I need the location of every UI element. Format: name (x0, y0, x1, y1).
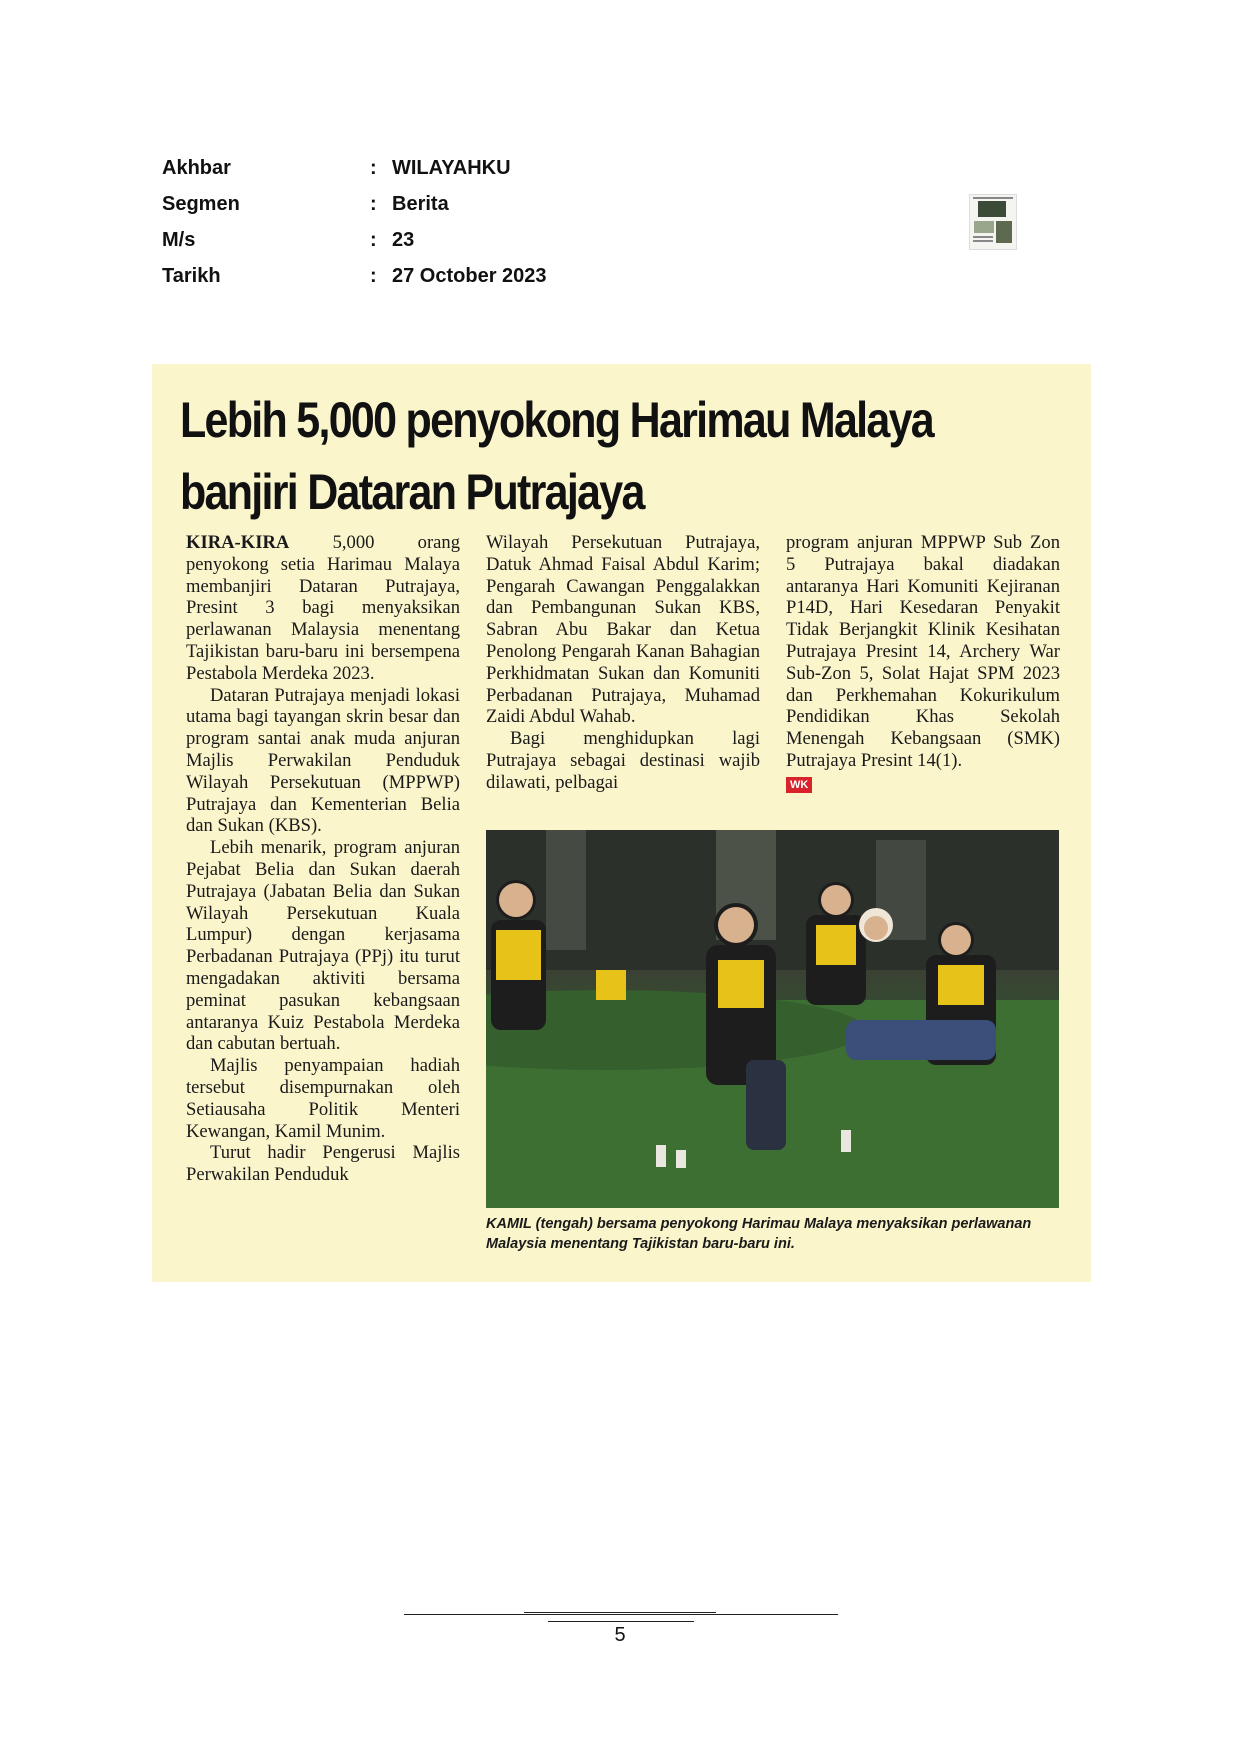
article-paragraph: Majlis penyampaian hadiah tersebut disempurnakan oleh Setiausaha Politik Menteri Kewangan, Kamil Munim. (186, 1055, 460, 1142)
article-paragraph: Bagi menghidupkan lagi Putrajaya sebagai destinasi wajib dilawati, pelbagai (486, 728, 760, 793)
meta-value: Berita (392, 192, 449, 215)
meta-label: Akhbar (162, 156, 231, 179)
clipping-metadata (162, 150, 547, 294)
article-column-3 (786, 532, 1060, 794)
article-headline: Lebih 5,000 penyokong Harimau Malaya banjiri Dataran Putrajaya (180, 392, 933, 520)
footer-rule (548, 1621, 694, 1622)
meta-colon: : (370, 192, 377, 215)
article-column-1 (186, 532, 460, 1186)
meta-value: WILAYAHKU (392, 156, 511, 179)
meta-colon: : (370, 264, 377, 287)
crowd-photo-illustration (486, 830, 1059, 1208)
meta-row-akhbar (162, 150, 547, 186)
footer-rule (524, 1612, 716, 1613)
photo-caption: KAMIL (tengah) bersama penyokong Harimau Malaya menyaksikan perlawanan Malaysia menentang Tajikistan baru-baru ini. (486, 1216, 1032, 1252)
meta-value: 27 October 2023 (392, 264, 547, 287)
page-thumbnail (969, 194, 1017, 250)
paragraph-text: 5,000 orang penyokong setia Harimau Malaya membanjiri Dataran Putrajaya, Presint 3 bagi menyaksikan perlawanan Malaysia menentang Tajikistan baru-baru ini bersempena Pestabola Merdeka 2023. (186, 532, 460, 684)
footer-rule (404, 1614, 838, 1615)
newspaper-clipping (152, 364, 1091, 1282)
meta-row-tarikh (162, 258, 547, 294)
article-paragraph: Turut hadir Pengerusi Majlis Perwakilan Penduduk (186, 1142, 460, 1186)
article-paragraph: Lebih menarik, program anjuran Pejabat Belia dan Sukan daerah Putrajaya (Jabatan Belia dan Sukan Wilayah Persekutuan Kuala Lumpur) dengan kerjasama Perbadanan Putrajaya (PPj) itu turut mengadakan aktiviti bersama peminat pasukan kebangsaan antaranya Kuiz Pestabola Merdeka dan cabutan bertuah. (186, 837, 460, 1055)
page-number: 5 (614, 1624, 626, 1646)
meta-label: M/s (162, 228, 196, 251)
wk-end-mark: WK (786, 777, 812, 793)
meta-value: 23 (392, 228, 415, 251)
article-paragraph: program anjuran MPPWP Sub Zon 5 Putrajaya bakal diadakan antaranya Hari Komuniti Kejiranan P14D, Hari Kesedaran Penyakit Tidak Berjangkit Klinik Kesihatan Putrajaya Presint 14, Archery War Sub-Zon 5, Solat Hajat SPM 2023 dan Perkhemahan Kokurikulum Pendidikan Khas Sekolah Menengah Kebangsaan (SMK) Putrajaya Presint 14(1). (786, 532, 1060, 771)
end-mark-line (786, 772, 1060, 794)
meta-colon: : (370, 156, 377, 179)
meta-row-segmen (162, 186, 547, 222)
meta-label: Tarikh (162, 264, 221, 287)
meta-colon: : (370, 228, 377, 251)
lead-word: KIRA-KIRA (186, 532, 290, 553)
meta-row-ms (162, 222, 547, 258)
article-paragraph (186, 532, 460, 685)
article-paragraph: Wilayah Persekutuan Putrajaya, Datuk Ahmad Faisal Abdul Karim; Pengarah Cawangan Penggalakkan dan Pembangunan Sukan KBS, Sabran Abu Bakar dan Ketua Penolong Pengarah Kanan Bahagian Perkhidmatan Sukan dan Komuniti Perbadanan Putrajaya, Muhamad Zaidi Abdul Wahab. (486, 532, 760, 728)
article-paragraph: Dataran Putrajaya menjadi lokasi utama bagi tayangan skrin besar dan program santai anak muda anjuran Majlis Perwakilan Penduduk Wilayah Persekutuan (MPPWP) Putrajaya dan Kementerian Belia dan Sukan (KBS). (186, 684, 460, 837)
meta-label: Segmen (162, 192, 240, 215)
article-column-2 (486, 532, 760, 794)
article-photo (486, 830, 1059, 1208)
